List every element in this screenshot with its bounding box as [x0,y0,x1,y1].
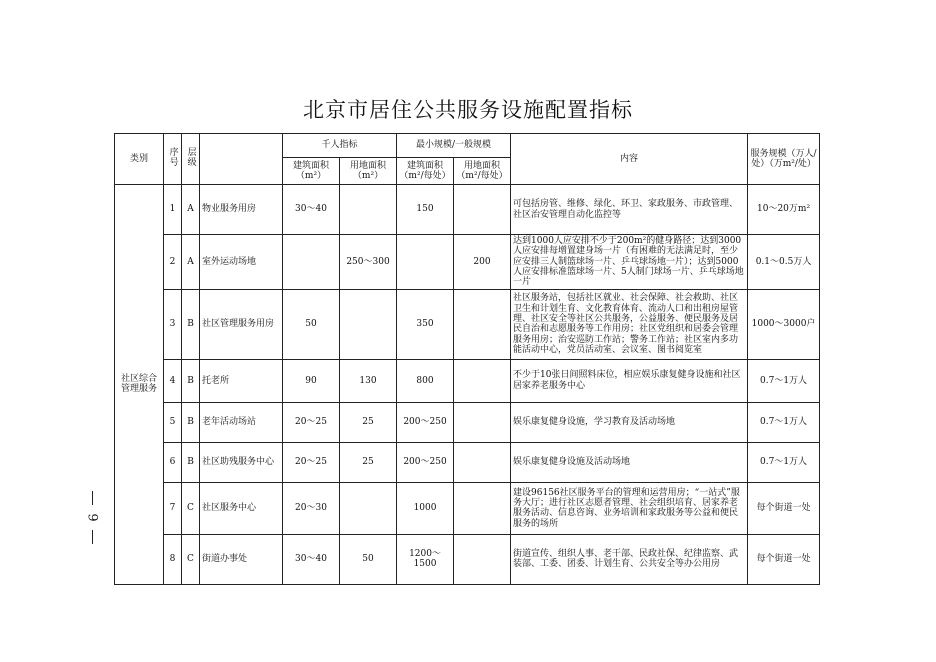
header-row-1 [115,134,820,158]
land-area-per-k: 25 [340,442,397,482]
build-area-min: 200～250 [397,442,454,482]
facility-name: 社区管理服务用房 [200,289,283,359]
facility-content: 建设96156社区服务平台的管理和运营用房；“一站式”服务大厅；进行社区志愿者管理、社会组织培育、居家养老服务活动、信息咨询、业务培训和家政服务等公益和便民服务的场所 [511,482,748,534]
row-number: 2 [164,235,182,290]
table-body [115,134,820,585]
row-number: 4 [164,359,182,402]
service-scale: 10～20万m² [748,185,820,235]
service-scale: 0.7～1万人 [748,402,820,442]
page-title: 北京市居住公共服务设施配置指标 [303,98,633,122]
land-area-min [454,185,511,235]
facility-name: 社区服务中心 [200,482,283,534]
facility-name: 街道办事处 [200,534,283,584]
land-area-min [454,534,511,584]
row-level: B [182,359,200,402]
build-area-per-k: 50 [283,289,340,359]
land-area-min: 200 [454,235,511,290]
page-number-dash-bottom [92,530,93,544]
land-area-per-k [340,289,397,359]
build-area-min: 800 [397,359,454,402]
row-number: 8 [164,534,182,584]
service-scale: 1000～3000户 [748,289,820,359]
row-number: 3 [164,289,182,359]
build-area-min: 1000 [397,482,454,534]
land-area-min [454,482,511,534]
row-level: A [182,235,200,290]
category-cell: 社区综合管理服务 [115,185,164,585]
build-area-per-k: 20～30 [283,482,340,534]
facility-content: 可包括房管、维修、绿化、环卫、家政服务、市政管理、社区治安管理自动化监控等 [511,185,748,235]
facility-content: 娱乐康复健身设施，学习教育及活动场地 [511,402,748,442]
land-area-per-k: 25 [340,402,397,442]
service-scale: 每个街道一处 [748,482,820,534]
land-area-min [454,289,511,359]
row-number: 7 [164,482,182,534]
build-area-per-k: 20～25 [283,442,340,482]
service-scale: 0.1～0.5万人 [748,235,820,290]
land-area-min [454,402,511,442]
row-number: 1 [164,185,182,235]
land-area-per-k [340,482,397,534]
header-seq: 序号 [164,134,182,185]
table-row [115,185,820,235]
header-build-area-min: 建筑面积（m²/每处） [397,158,454,185]
facility-content: 不少于10张日间照料床位，相应娱乐康复健身设施和社区居家养老服务中心 [511,359,748,402]
build-area-min: 150 [397,185,454,235]
row-level: C [182,482,200,534]
header-min-scale: 最小规模/一般规模 [397,134,511,158]
table-row [115,402,820,442]
facility-content: 达到1000人应安排不少于200m²的健身路径；达到3000人应安排每增置建身场一片（有困难的无法满足时，至少应安排三人制篮球场一片、乒乓球场地一片）；达到5000人应安排标准篮球场一片、5人制门球场一片、乒乓球场地一片 [511,235,748,290]
build-area-per-k: 20～25 [283,402,340,442]
header-land-area-min: 用地面积（m²/每处） [454,158,511,185]
row-level: B [182,442,200,482]
header-per-thousand: 千人指标 [283,134,397,158]
land-area-min [454,442,511,482]
service-scale: 每个街道一处 [748,534,820,584]
page-number-text: 9 [84,513,100,522]
row-level: B [182,289,200,359]
row-number: 5 [164,402,182,442]
build-area-min [397,235,454,290]
table-row [115,482,820,534]
facility-name: 社区助残服务中心 [200,442,283,482]
table-row [115,289,820,359]
build-area-min: 200～250 [397,402,454,442]
table-row [115,534,820,584]
facility-name: 物业服务用房 [200,185,283,235]
header-land-area-per-k: 用地面积（m²） [340,158,397,185]
build-area-min: 1200～1500 [397,534,454,584]
row-level: C [182,534,200,584]
facility-content: 娱乐康复健身设施及活动场地 [511,442,748,482]
page-number [84,491,100,544]
facility-content: 社区服务站，包括社区就业、社会保障、社会救助、社区卫生和计划生育、文化教育体育、流动人口和出租房屋管理、社区安全等社区公共服务，公益服务、便民服务及居民自治和志愿服务等工作用房；社区党组织和居委会管理服务用房；治安巡防工作站；警务工作站；社区室内多功能活动中心，党员活动室、会议室、图书阅览室 [511,289,748,359]
facility-table [114,133,820,585]
table-row [115,442,820,482]
row-level: A [182,185,200,235]
header-service-scale: 服务规模（万人/处）（万m²/处） [748,134,820,185]
facility-content: 街道宣传、组织人事、老干部、民政社保、纪律监察、武装部、工委、团委、计划生育、公共安全等办公用房 [511,534,748,584]
header-build-area-per-k: 建筑面积（m²） [283,158,340,185]
header-category: 类别 [115,134,164,185]
land-area-per-k: 50 [340,534,397,584]
land-area-per-k: 250～300 [340,235,397,290]
build-area-per-k [283,235,340,290]
land-area-per-k: 130 [340,359,397,402]
build-area-per-k: 30～40 [283,534,340,584]
header-content: 内容 [511,134,748,185]
land-area-per-k [340,185,397,235]
build-area-per-k: 90 [283,359,340,402]
facility-name: 托老所 [200,359,283,402]
header-name [200,134,283,185]
header-level: 层级 [182,134,200,185]
row-number: 6 [164,442,182,482]
page-number-dash-top [92,491,93,505]
facility-name: 室外运动场地 [200,235,283,290]
build-area-per-k: 30～40 [283,185,340,235]
land-area-min [454,359,511,402]
build-area-min: 350 [397,289,454,359]
row-level: B [182,402,200,442]
service-scale: 0.7～1万人 [748,442,820,482]
table-row [115,359,820,402]
table-row [115,235,820,290]
facility-name: 老年活动场站 [200,402,283,442]
service-scale: 0.7～1万人 [748,359,820,402]
